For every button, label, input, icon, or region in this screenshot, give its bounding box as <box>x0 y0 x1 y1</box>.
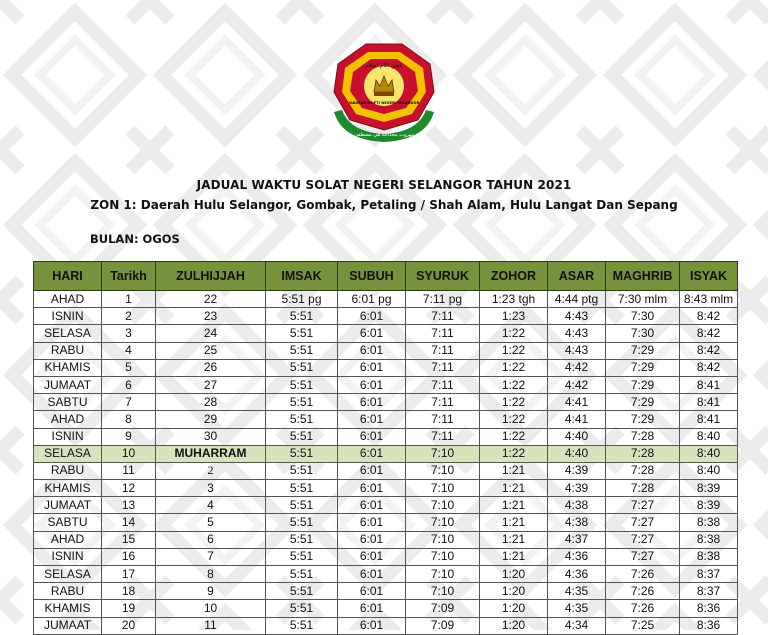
cell-zulhijjah: MUHARRAM <box>156 445 266 462</box>
cell-isyak: 8:40 <box>680 428 738 445</box>
cell-tarikh: 7 <box>102 394 156 411</box>
cell-zohor: 1:22 <box>480 325 548 342</box>
cell-tarikh: 4 <box>102 342 156 359</box>
cell-zohor: 1:22 <box>480 376 548 393</box>
cell-tarikh: 10 <box>102 445 156 462</box>
cell-subuh: 6:01 <box>338 342 406 359</box>
zone-subtitle: ZON 1: Daerah Hulu Selangor, Gombak, Petaling / Shah Alam, Hulu Langat Dan Sepang <box>90 198 678 212</box>
cell-zohor: 1:20 <box>480 617 548 634</box>
cell-subuh: 6:01 <box>338 462 406 479</box>
column-header-syuruk: SYURUK <box>406 262 480 291</box>
cell-tarikh: 14 <box>102 514 156 531</box>
cell-tarikh: 17 <box>102 566 156 583</box>
cell-zohor: 1:21 <box>480 480 548 497</box>
column-header-zulhijjah: ZULHIJJAH <box>156 262 266 291</box>
logo-ring-text: JABATAN MUFTI NEGERI SELANGOR <box>348 101 420 105</box>
cell-maghrib: 7:27 <box>606 497 680 514</box>
table-body <box>34 291 738 635</box>
cell-maghrib: 7:27 <box>606 548 680 565</box>
cell-zulhijjah: 22 <box>156 291 266 308</box>
cell-syuruk: 7:11 <box>406 376 480 393</box>
cell-syuruk: 7:11 <box>406 342 480 359</box>
cell-zohor: 1:22 <box>480 342 548 359</box>
cell-zohor: 1:20 <box>480 583 548 600</box>
cell-isyak: 8:43 mlm <box>680 291 738 308</box>
column-header-hari: HARI <box>34 262 102 291</box>
cell-imsak: 5:51 <box>266 480 338 497</box>
cell-isyak: 8:40 <box>680 462 738 479</box>
cell-hari: KHAMIS <box>34 480 102 497</box>
cell-maghrib: 7:30 <box>606 325 680 342</box>
cell-isyak: 8:40 <box>680 445 738 462</box>
cell-imsak: 5:51 <box>266 411 338 428</box>
cell-zohor: 1:22 <box>480 411 548 428</box>
cell-syuruk: 7:10 <box>406 445 480 462</box>
cell-tarikh: 3 <box>102 325 156 342</box>
cell-imsak: 5:51 <box>266 342 338 359</box>
cell-tarikh: 19 <box>102 600 156 617</box>
cell-subuh: 6:01 <box>338 566 406 583</box>
cell-maghrib: 7:29 <box>606 359 680 376</box>
cell-asar: 4:35 <box>548 583 606 600</box>
cell-syuruk: 7:10 <box>406 497 480 514</box>
cell-zulhijjah: 11 <box>156 617 266 634</box>
cell-syuruk: 7:11 <box>406 394 480 411</box>
cell-zulhijjah: 30 <box>156 428 266 445</box>
table-row <box>34 394 738 411</box>
cell-zohor: 1:20 <box>480 566 548 583</box>
cell-zulhijjah: 7 <box>156 548 266 565</box>
cell-zulhijjah: 28 <box>156 394 266 411</box>
cell-syuruk: 7:11 <box>406 428 480 445</box>
cell-hari: RABU <box>34 462 102 479</box>
cell-subuh: 6:01 <box>338 600 406 617</box>
cell-asar: 4:38 <box>548 514 606 531</box>
cell-tarikh: 11 <box>102 462 156 479</box>
cell-isyak: 8:38 <box>680 548 738 565</box>
cell-imsak: 5:51 <box>266 497 338 514</box>
cell-imsak: 5:51 <box>266 600 338 617</box>
cell-asar: 4:43 <box>548 325 606 342</box>
cell-tarikh: 13 <box>102 497 156 514</box>
cell-subuh: 6:01 <box>338 583 406 600</box>
cell-hari: KHAMIS <box>34 600 102 617</box>
cell-asar: 4:41 <box>548 411 606 428</box>
cell-subuh: 6:01 <box>338 548 406 565</box>
cell-hari: SELASA <box>34 566 102 583</box>
cell-hari: JUMAAT <box>34 497 102 514</box>
cell-zulhijjah: 27 <box>156 376 266 393</box>
cell-tarikh: 12 <box>102 480 156 497</box>
cell-zohor: 1:23 <box>480 308 548 325</box>
cell-isyak: 8:41 <box>680 411 738 428</box>
cell-subuh: 6:01 <box>338 497 406 514</box>
column-header-subuh: SUBUH <box>338 262 406 291</box>
cell-maghrib: 7:26 <box>606 583 680 600</box>
table-row <box>34 376 738 393</box>
month-label: BULAN: OGOS <box>90 232 180 246</box>
cell-imsak: 5:51 <box>266 583 338 600</box>
cell-isyak: 8:38 <box>680 531 738 548</box>
cell-asar: 4:34 <box>548 617 606 634</box>
cell-maghrib: 7:28 <box>606 462 680 479</box>
cell-asar: 4:40 <box>548 428 606 445</box>
cell-subuh: 6:01 <box>338 325 406 342</box>
cell-asar: 4:39 <box>548 480 606 497</box>
cell-zohor: 1:21 <box>480 531 548 548</box>
cell-tarikh: 1 <box>102 291 156 308</box>
table-row <box>34 359 738 376</box>
cell-zulhijjah: 29 <box>156 411 266 428</box>
cell-isyak: 8:36 <box>680 600 738 617</box>
cell-hari: ISNIN <box>34 428 102 445</box>
table-row <box>34 291 738 308</box>
table-row <box>34 617 738 634</box>
cell-tarikh: 9 <box>102 428 156 445</box>
cell-subuh: 6:01 <box>338 428 406 445</box>
cell-hari: JUMAAT <box>34 376 102 393</box>
cell-tarikh: 5 <box>102 359 156 376</box>
cell-tarikh: 6 <box>102 376 156 393</box>
cell-imsak: 5:51 <box>266 325 338 342</box>
cell-syuruk: 7:10 <box>406 531 480 548</box>
cell-syuruk: 7:11 pg <box>406 291 480 308</box>
cell-maghrib: 7:29 <box>606 342 680 359</box>
cell-syuruk: 7:10 <box>406 480 480 497</box>
cell-hari: SABTU <box>34 514 102 531</box>
cell-syuruk: 7:09 <box>406 617 480 634</box>
cell-tarikh: 2 <box>102 308 156 325</box>
cell-asar: 4:35 <box>548 600 606 617</box>
cell-syuruk: 7:09 <box>406 600 480 617</box>
cell-tarikh: 16 <box>102 548 156 565</box>
cell-hari: RABU <box>34 342 102 359</box>
cell-isyak: 8:39 <box>680 480 738 497</box>
cell-isyak: 8:37 <box>680 583 738 600</box>
cell-subuh: 6:01 <box>338 308 406 325</box>
cell-imsak: 5:51 <box>266 308 338 325</box>
cell-subuh: 6:01 <box>338 394 406 411</box>
cell-subuh: 6:01 <box>338 617 406 634</box>
cell-maghrib: 7:26 <box>606 600 680 617</box>
cell-zohor: 1:22 <box>480 359 548 376</box>
table-row <box>34 462 738 479</box>
cell-maghrib: 7:30 <box>606 308 680 325</box>
cell-subuh: 6:01 <box>338 359 406 376</box>
cell-isyak: 8:42 <box>680 325 738 342</box>
cell-syuruk: 7:11 <box>406 325 480 342</box>
column-header-imsak: IMSAK <box>266 262 338 291</box>
cell-zulhijjah: 8 <box>156 566 266 583</box>
cell-zulhijjah: 26 <box>156 359 266 376</box>
cell-isyak: 8:36 <box>680 617 738 634</box>
cell-subuh: 6:01 <box>338 445 406 462</box>
cell-hari: SELASA <box>34 325 102 342</box>
cell-hari: SABTU <box>34 394 102 411</box>
jabatan-mufti-logo <box>328 40 440 144</box>
cell-maghrib: 7:29 <box>606 394 680 411</box>
cell-zohor: 1:23 tgh <box>480 291 548 308</box>
cell-subuh: 6:01 <box>338 480 406 497</box>
cell-isyak: 8:41 <box>680 394 738 411</box>
cell-asar: 4:40 <box>548 445 606 462</box>
table-row <box>34 428 738 445</box>
cell-maghrib: 7:27 <box>606 531 680 548</box>
cell-subuh: 6:01 <box>338 376 406 393</box>
cell-subuh: 6:01 <box>338 514 406 531</box>
table-row <box>34 325 738 342</box>
logo-bottom-text: مهروت محدالله هي مصطفى <box>353 132 415 138</box>
cell-asar: 4:36 <box>548 566 606 583</box>
cell-maghrib: 7:29 <box>606 376 680 393</box>
cell-asar: 4:42 <box>548 376 606 393</box>
cell-imsak: 5:51 <box>266 514 338 531</box>
cell-zohor: 1:22 <box>480 394 548 411</box>
cell-zulhijjah: 4 <box>156 497 266 514</box>
cell-imsak: 5:51 <box>266 617 338 634</box>
cell-imsak: 5:51 <box>266 462 338 479</box>
cell-imsak: 5:51 <box>266 445 338 462</box>
cell-asar: 4:43 <box>548 342 606 359</box>
cell-zulhijjah: 23 <box>156 308 266 325</box>
cell-maghrib: 7:28 <box>606 445 680 462</box>
cell-imsak: 5:51 <box>266 376 338 393</box>
table-row <box>34 566 738 583</box>
table-row <box>34 583 738 600</box>
cell-zohor: 1:20 <box>480 600 548 617</box>
cell-asar: 4:43 <box>548 308 606 325</box>
cell-imsak: 5:51 <box>266 566 338 583</box>
cell-zulhijjah: 3 <box>156 480 266 497</box>
table-header-row <box>34 262 738 291</box>
cell-imsak: 5:51 <box>266 531 338 548</box>
cell-asar: 4:39 <box>548 462 606 479</box>
table-row <box>34 548 738 565</box>
cell-subuh: 6:01 pg <box>338 291 406 308</box>
cell-zulhijjah: 5 <box>156 514 266 531</box>
cell-imsak: 5:51 <box>266 394 338 411</box>
cell-tarikh: 18 <box>102 583 156 600</box>
cell-isyak: 8:42 <box>680 308 738 325</box>
column-header-isyak: ISYAK <box>680 262 738 291</box>
cell-isyak: 8:37 <box>680 566 738 583</box>
cell-zulhijjah: 6 <box>156 531 266 548</box>
cell-subuh: 6:01 <box>338 411 406 428</box>
cell-isyak: 8:39 <box>680 497 738 514</box>
cell-hari: ISNIN <box>34 548 102 565</box>
column-header-maghrib: MAGHRIB <box>606 262 680 291</box>
cell-maghrib: 7:28 <box>606 428 680 445</box>
cell-asar: 4:44 ptg <box>548 291 606 308</box>
cell-syuruk: 7:10 <box>406 548 480 565</box>
cell-tarikh: 8 <box>102 411 156 428</box>
table-row <box>34 497 738 514</box>
cell-syuruk: 7:11 <box>406 411 480 428</box>
cell-maghrib: 7:29 <box>606 411 680 428</box>
table-row <box>34 514 738 531</box>
cell-subuh: 6:01 <box>338 531 406 548</box>
table-row <box>34 445 738 462</box>
cell-hari: JUMAAT <box>34 617 102 634</box>
cell-imsak: 5:51 pg <box>266 291 338 308</box>
cell-zulhijjah: 24 <box>156 325 266 342</box>
cell-syuruk: 7:10 <box>406 514 480 531</box>
table-row <box>34 308 738 325</box>
prayer-times-table <box>33 261 738 635</box>
cell-isyak: 8:42 <box>680 359 738 376</box>
cell-maghrib: 7:30 mlm <box>606 291 680 308</box>
cell-hari: SELASA <box>34 445 102 462</box>
cell-syuruk: 7:10 <box>406 566 480 583</box>
cell-isyak: 8:42 <box>680 342 738 359</box>
cell-zohor: 1:21 <box>480 497 548 514</box>
cell-zohor: 1:22 <box>480 445 548 462</box>
column-header-asar: ASAR <box>548 262 606 291</box>
table-row <box>34 600 738 617</box>
cell-maghrib: 7:25 <box>606 617 680 634</box>
cell-zohor: 1:22 <box>480 428 548 445</box>
cell-isyak: 8:38 <box>680 514 738 531</box>
cell-hari: ISNIN <box>34 308 102 325</box>
cell-hari: AHAD <box>34 531 102 548</box>
cell-asar: 4:42 <box>548 359 606 376</box>
cell-imsak: 5:51 <box>266 359 338 376</box>
cell-hari: AHAD <box>34 291 102 308</box>
document-title: JADUAL WAKTU SOLAT NEGERI SELANGOR TAHUN 2021 <box>196 178 572 192</box>
cell-asar: 4:36 <box>548 548 606 565</box>
cell-zulhijjah: 2 <box>156 462 266 479</box>
table-row <box>34 342 738 359</box>
cell-syuruk: 7:10 <box>406 583 480 600</box>
cell-zohor: 1:21 <box>480 548 548 565</box>
cell-isyak: 8:41 <box>680 376 738 393</box>
cell-imsak: 5:51 <box>266 428 338 445</box>
cell-zulhijjah: 9 <box>156 583 266 600</box>
cell-zulhijjah: 25 <box>156 342 266 359</box>
cell-tarikh: 20 <box>102 617 156 634</box>
cell-zohor: 1:21 <box>480 462 548 479</box>
cell-hari: RABU <box>34 583 102 600</box>
cell-maghrib: 7:26 <box>606 566 680 583</box>
logo-top-text: باهبن اكام اسلام <box>365 63 403 69</box>
table-row <box>34 480 738 497</box>
cell-asar: 4:37 <box>548 531 606 548</box>
column-header-tarikh: Tarikh <box>102 262 156 291</box>
table-row <box>34 411 738 428</box>
cell-hari: AHAD <box>34 411 102 428</box>
cell-syuruk: 7:11 <box>406 308 480 325</box>
cell-asar: 4:41 <box>548 394 606 411</box>
cell-syuruk: 7:10 <box>406 462 480 479</box>
cell-hari: KHAMIS <box>34 359 102 376</box>
cell-zulhijjah: 10 <box>156 600 266 617</box>
cell-asar: 4:38 <box>548 497 606 514</box>
table-row <box>34 531 738 548</box>
cell-imsak: 5:51 <box>266 548 338 565</box>
cell-syuruk: 7:11 <box>406 359 480 376</box>
column-header-zohor: ZOHOR <box>480 262 548 291</box>
cell-maghrib: 7:28 <box>606 480 680 497</box>
cell-zohor: 1:21 <box>480 514 548 531</box>
cell-tarikh: 15 <box>102 531 156 548</box>
cell-maghrib: 7:27 <box>606 514 680 531</box>
